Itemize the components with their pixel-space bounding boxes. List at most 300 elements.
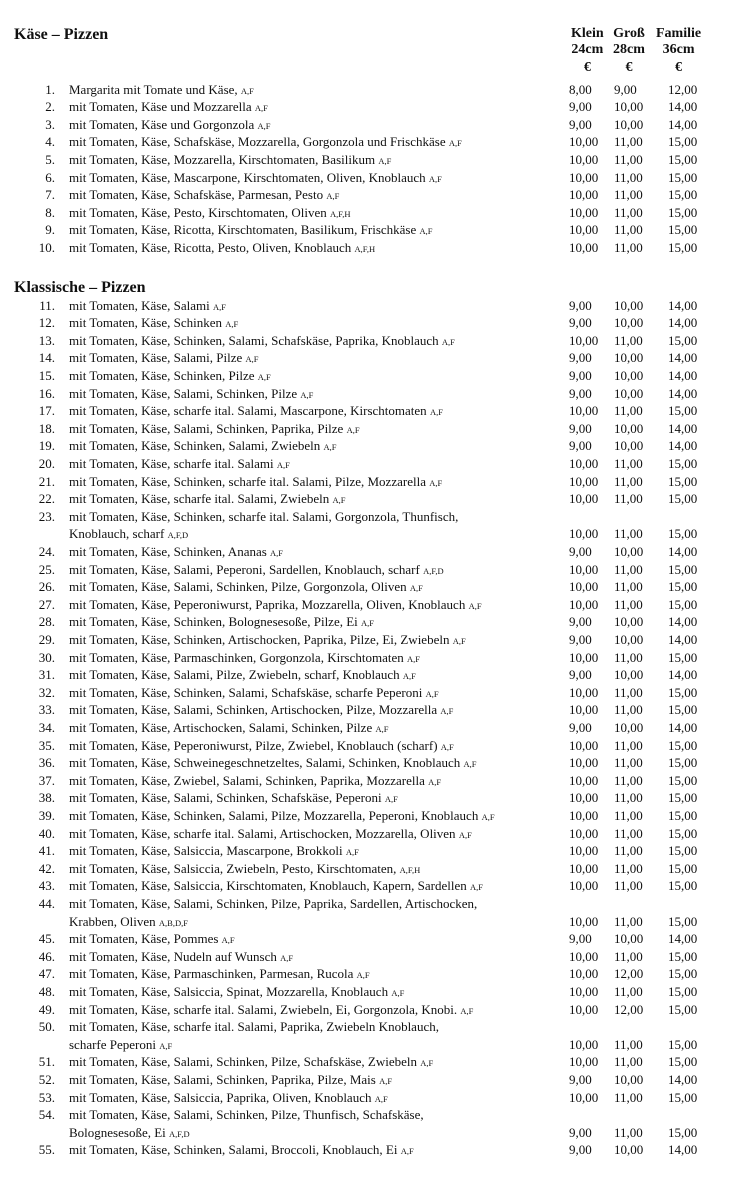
menu-item (0, 402, 743, 420)
allergen-codes: A,F,H (399, 864, 421, 875)
price-gross: 11,00 (614, 737, 643, 753)
allergen-codes: A,F (332, 495, 346, 506)
menu-item (0, 1018, 743, 1036)
menu-item (0, 297, 743, 315)
allergen-codes: A,F (470, 882, 484, 893)
item-description-text: mit Tomaten, Käse, Salsiccia, Kirschtomaten, Knoblauch, Kapern, Sardellen (69, 878, 467, 894)
price-familie: 15,00 (668, 843, 698, 859)
item-description-text: mit Tomaten, Käse, Schinken, Salami, Broccoli, Knoblauch, Ei (69, 1142, 398, 1158)
menu-item (0, 860, 743, 878)
price-gross: 11,00 (614, 702, 643, 718)
item-description-text: scharfe Peperoni (69, 1036, 156, 1052)
menu-item (0, 1106, 743, 1124)
menu-item (0, 930, 743, 948)
price-klein: 9,00 (569, 1071, 592, 1087)
price-klein: 10,00 (569, 473, 599, 489)
price-gross: 11,00 (614, 755, 643, 771)
price-gross: 10,00 (614, 99, 644, 115)
menu-item (0, 349, 743, 367)
menu-item (0, 81, 743, 99)
price-gross: 11,00 (614, 579, 643, 595)
price-klein: 9,00 (569, 420, 592, 436)
menu-item (0, 1001, 743, 1019)
allergen-codes: A,F (400, 1146, 414, 1157)
price-klein: 9,00 (569, 116, 592, 132)
price-gross: 11,00 (614, 1089, 643, 1105)
price-gross: 10,00 (614, 420, 644, 436)
allergen-codes: A,F (440, 706, 454, 717)
item-number: 17. (38, 403, 55, 419)
item-description-text: mit Tomaten, Käse, Parmaschinken, Parmesan, Rucola (69, 966, 354, 982)
column-header-familie (656, 26, 701, 76)
price-gross: 11,00 (614, 649, 643, 665)
allergen-codes: A,F,H (329, 208, 351, 219)
price-gross: 10,00 (614, 719, 644, 735)
item-number: 39. (38, 807, 55, 823)
allergen-codes: A,F,D (167, 530, 189, 541)
price-gross: 11,00 (614, 913, 643, 929)
price-gross: 11,00 (614, 526, 643, 542)
price-klein: 10,00 (569, 596, 599, 612)
price-familie: 15,00 (668, 187, 698, 203)
price-gross: 10,00 (614, 1142, 644, 1158)
price-klein: 9,00 (569, 931, 592, 947)
item-number: 24. (38, 543, 55, 559)
item-description-text: mit Tomaten, Käse, Schafskäse, Mozzarella, Gorgonzola und Frischkäse (69, 134, 446, 150)
price-familie: 15,00 (668, 790, 698, 806)
allergen-codes: A,F,D (423, 565, 444, 576)
price-familie: 15,00 (668, 948, 698, 964)
item-number: 4. (45, 134, 55, 150)
item-number: 20. (38, 455, 55, 471)
item-number: 19. (38, 438, 55, 454)
price-gross: 11,00 (614, 561, 643, 577)
item-number: 38. (38, 790, 55, 806)
item-description-text: mit Tomaten, Käse, Schinken, Artischocken, Paprika, Pilze, Ei, Zwiebeln (69, 631, 450, 647)
menu-item (0, 684, 743, 702)
item-description-text: mit Tomaten, Käse, Peperoniwurst, Paprika, Mozzarella, Oliven, Knoblauch (69, 596, 466, 612)
price-klein: 10,00 (569, 649, 599, 665)
price-klein: 9,00 (569, 614, 592, 630)
price-gross: 10,00 (614, 367, 644, 383)
menu-item (0, 186, 743, 204)
menu-item (0, 1053, 743, 1071)
menu-item (0, 239, 743, 257)
allergen-codes: A,F (245, 354, 259, 365)
price-klein: 10,00 (569, 983, 599, 999)
item-description-text: mit Tomaten, Käse, Zwiebel, Salami, Schinken, Paprika, Mozzarella (69, 772, 425, 788)
price-familie: 15,00 (668, 966, 698, 982)
price-familie: 15,00 (668, 491, 698, 507)
price-klein: 10,00 (569, 455, 599, 471)
price-gross: 11,00 (614, 1124, 643, 1140)
allergen-codes: A,F (391, 987, 405, 998)
item-number: 22. (38, 491, 55, 507)
price-gross: 11,00 (614, 187, 643, 203)
allergen-codes: A,F (326, 191, 340, 202)
allergen-codes: A,F (346, 424, 360, 435)
menu-item (0, 221, 743, 239)
menu-item (0, 204, 743, 222)
menu-item-continuation (0, 1036, 743, 1054)
column-familie-currency: € (675, 60, 683, 75)
price-klein: 10,00 (569, 948, 599, 964)
menu-item (0, 543, 743, 561)
menu-item (0, 314, 743, 332)
price-klein: 10,00 (569, 1001, 599, 1017)
price-familie: 15,00 (668, 983, 698, 999)
menu-item (0, 151, 743, 169)
price-gross: 10,00 (614, 543, 644, 559)
allergen-codes: A,F (481, 811, 495, 822)
section-title: Klassische – Pizzen (14, 279, 146, 296)
menu-item-continuation (0, 525, 743, 543)
item-description-text: mit Tomaten, Käse, Salami (69, 297, 210, 313)
price-klein: 10,00 (569, 239, 599, 255)
column-klein-label: Klein (571, 26, 604, 41)
item-number: 10. (38, 239, 55, 255)
item-number: 42. (38, 860, 55, 876)
price-familie: 14,00 (668, 543, 698, 559)
allergen-codes: A,F (440, 741, 454, 752)
menu-item (0, 332, 743, 350)
item-description (69, 508, 458, 526)
item-description-text: mit Tomaten, Käse, Schinken, Bolognesesoße, Pilze, Ei (69, 614, 358, 630)
price-familie: 15,00 (668, 684, 698, 700)
price-gross: 11,00 (614, 843, 643, 859)
allergen-codes: A,F (300, 389, 314, 400)
price-familie: 12,00 (668, 81, 698, 97)
allergen-codes: A,F (420, 1058, 434, 1069)
item-description-text: mit Tomaten, Käse, Salami, Peperoni, Sardellen, Knoblauch, scharf (69, 561, 420, 577)
price-gross: 11,00 (614, 169, 643, 185)
price-familie: 15,00 (668, 134, 698, 150)
menu-item (0, 631, 743, 649)
price-gross: 11,00 (614, 473, 643, 489)
allergen-codes: A,F (452, 635, 466, 646)
price-gross: 12,00 (614, 1001, 644, 1017)
price-gross: 10,00 (614, 116, 644, 132)
item-description-text: mit Tomaten, Käse, Salami, Schinken, Pilze, Paprika, Sardellen, Artischocken, (69, 895, 478, 911)
price-gross: 10,00 (614, 1071, 644, 1087)
price-familie: 14,00 (668, 931, 698, 947)
allergen-codes: A,F (468, 600, 482, 611)
item-number: 51. (38, 1054, 55, 1070)
price-gross: 11,00 (614, 151, 643, 167)
menu-item (0, 701, 743, 719)
price-familie: 14,00 (668, 315, 698, 331)
price-gross: 10,00 (614, 631, 644, 647)
column-gross-label: Groß (613, 26, 645, 41)
allergen-codes: A,F (225, 319, 239, 330)
menu-item (0, 1141, 743, 1159)
allergen-codes: A,F (257, 371, 271, 382)
allergen-codes: A,F (428, 776, 442, 787)
item-number: 36. (38, 755, 55, 771)
column-gross-currency: € (625, 60, 633, 75)
price-klein: 9,00 (569, 1124, 592, 1140)
price-gross: 10,00 (614, 438, 644, 454)
price-gross: 10,00 (614, 297, 644, 313)
item-number: 43. (38, 878, 55, 894)
price-familie: 15,00 (668, 1001, 698, 1017)
allergen-codes: A,F,H (354, 243, 376, 254)
item-number: 13. (38, 332, 55, 348)
item-description-text: mit Tomaten, Käse, scharfe ital. Salami, Mascarpone, Kirschtomaten (69, 403, 427, 419)
item-description (69, 1018, 439, 1036)
item-number: 52. (38, 1071, 55, 1087)
price-gross: 10,00 (614, 350, 644, 366)
menu-item (0, 437, 743, 455)
item-description-text: Knoblauch, scharf (69, 526, 165, 542)
menu-item (0, 1071, 743, 1089)
price-gross: 11,00 (614, 403, 643, 419)
menu-item (0, 133, 743, 151)
allergen-codes: A,F (463, 759, 477, 770)
item-description-text: mit Tomaten, Käse, Peperoniwurst, Pilze, Zwiebel, Knoblauch (scharf) (69, 737, 438, 753)
item-number: 6. (45, 169, 55, 185)
price-klein: 10,00 (569, 222, 599, 238)
allergen-codes: A,F (257, 120, 271, 131)
price-familie: 14,00 (668, 631, 698, 647)
price-gross: 10,00 (614, 667, 644, 683)
price-klein: 10,00 (569, 807, 599, 823)
price-familie: 14,00 (668, 99, 698, 115)
item-number: 2. (45, 99, 55, 115)
item-number: 26. (38, 579, 55, 595)
price-familie: 15,00 (668, 239, 698, 255)
item-description-text: mit Tomaten, Käse, Nudeln auf Wunsch (69, 948, 277, 964)
price-klein: 9,00 (569, 315, 592, 331)
item-description-text: mit Tomaten, Käse, Schinken, Salami, Schafskäse, scharfe Peperoni (69, 684, 423, 700)
price-familie: 15,00 (668, 860, 698, 876)
price-gross: 11,00 (614, 807, 643, 823)
allergen-codes: A,F (323, 442, 337, 453)
price-klein: 10,00 (569, 737, 599, 753)
allergen-codes: A,F (425, 688, 439, 699)
menu-item (0, 754, 743, 772)
allergen-codes: A,F (240, 85, 254, 96)
price-familie: 15,00 (668, 649, 698, 665)
item-number: 16. (38, 385, 55, 401)
price-klein: 9,00 (569, 385, 592, 401)
item-number: 7. (45, 187, 55, 203)
price-klein: 10,00 (569, 134, 599, 150)
item-number: 31. (38, 667, 55, 683)
price-familie: 15,00 (668, 1089, 698, 1105)
item-number: 50. (38, 1019, 55, 1035)
menu-item (0, 367, 743, 385)
item-description-text: mit Tomaten, Käse, Salsiccia, Paprika, Oliven, Knoblauch (69, 1089, 372, 1105)
price-klein: 9,00 (569, 719, 592, 735)
price-familie: 14,00 (668, 350, 698, 366)
item-number: 45. (38, 931, 55, 947)
column-klein-currency: € (583, 60, 591, 75)
allergen-codes: A,F (460, 1005, 474, 1016)
price-familie: 14,00 (668, 667, 698, 683)
menu-item (0, 561, 743, 579)
item-description-text: mit Tomaten, Käse, Salami, Pilze, Zwiebeln, scharf, Knoblauch (69, 667, 400, 683)
allergen-codes: A,F (159, 1040, 173, 1051)
item-number: 15. (38, 367, 55, 383)
allergen-codes: A,F (345, 847, 359, 858)
item-description-text: mit Tomaten, Käse, Salsiccia, Spinat, Mozzarella, Knoblauch (69, 983, 389, 999)
item-description-text: mit Tomaten, Käse, Salami, Schinken, Pilze, Gorgonzola, Oliven (69, 579, 407, 595)
menu-item (0, 719, 743, 737)
allergen-codes: A,F,D (169, 1128, 190, 1139)
price-familie: 15,00 (668, 878, 698, 894)
item-description-text: mit Tomaten, Käse, Schinken, Salami, Pilze, Mozzarella, Peperoni, Knoblauch (69, 807, 479, 823)
allergen-codes: A,F (280, 952, 294, 963)
price-familie: 15,00 (668, 1054, 698, 1070)
item-number: 8. (45, 204, 55, 220)
price-klein: 9,00 (569, 99, 592, 115)
item-number: 35. (38, 737, 55, 753)
allergen-codes: A,F (448, 138, 462, 149)
price-klein: 9,00 (569, 367, 592, 383)
price-gross: 11,00 (614, 491, 643, 507)
price-familie: 15,00 (668, 455, 698, 471)
allergen-codes: A,B,D,F (158, 917, 188, 928)
item-number: 1. (45, 81, 55, 97)
item-number: 32. (38, 684, 55, 700)
price-klein: 10,00 (569, 491, 599, 507)
price-klein: 10,00 (569, 755, 599, 771)
price-familie: 15,00 (668, 403, 698, 419)
item-number: 46. (38, 948, 55, 964)
price-klein: 10,00 (569, 913, 599, 929)
item-description-text: mit Tomaten, Käse, Ricotta, Pesto, Oliven, Knoblauch (69, 239, 352, 255)
price-familie: 15,00 (668, 807, 698, 823)
item-number: 40. (38, 825, 55, 841)
item-number: 28. (38, 614, 55, 630)
menu-item (0, 807, 743, 825)
menu-item (0, 877, 743, 895)
item-description-text: mit Tomaten, Käse, Salami, Schinken, Artischocken, Pilze, Mozzarella (69, 702, 438, 718)
price-familie: 14,00 (668, 385, 698, 401)
item-description-text: mit Tomaten, Käse und Gorgonzola (69, 116, 255, 132)
menu-item (0, 473, 743, 491)
price-klein: 9,00 (569, 543, 592, 559)
price-gross: 11,00 (614, 825, 643, 841)
price-familie: 14,00 (668, 438, 698, 454)
price-klein: 9,00 (569, 631, 592, 647)
item-description-text: mit Tomaten, Käse, Salsiccia, Mascarpone, Brokkoli (69, 843, 343, 859)
price-klein: 10,00 (569, 843, 599, 859)
allergen-codes: A,F (276, 459, 290, 470)
price-klein: 9,00 (569, 667, 592, 683)
price-familie: 15,00 (668, 1036, 698, 1052)
price-familie: 14,00 (668, 614, 698, 630)
price-klein: 10,00 (569, 332, 599, 348)
price-gross: 11,00 (614, 204, 643, 220)
menu-item (0, 895, 743, 913)
menu-item (0, 455, 743, 473)
price-familie: 15,00 (668, 772, 698, 788)
menu-item (0, 385, 743, 403)
item-description-text: mit Tomaten, Käse, Salami, Schinken, Pilze, Thunfisch, Schafskäse, (69, 1107, 424, 1123)
column-gross-size: 28cm (613, 42, 645, 57)
item-number: 54. (38, 1107, 55, 1123)
price-gross: 11,00 (614, 596, 643, 612)
allergen-codes: A,F (419, 226, 433, 237)
item-description-text: mit Tomaten, Käse, Schinken, Pilze (69, 367, 255, 383)
price-gross: 11,00 (614, 684, 643, 700)
price-gross: 11,00 (614, 332, 643, 348)
allergen-codes: A,F (429, 477, 443, 488)
allergen-codes: A,F (221, 935, 235, 946)
price-gross: 11,00 (614, 455, 643, 471)
price-klein: 10,00 (569, 1054, 599, 1070)
price-klein: 10,00 (569, 772, 599, 788)
item-description-text: mit Tomaten, Käse, Schinken, scharfe ital. Salami, Pilze, Mozzarella (69, 473, 426, 489)
price-klein: 10,00 (569, 860, 599, 876)
item-description-text: mit Tomaten, Käse, Ricotta, Kirschtomaten, Basilikum, Frischkäse (69, 222, 417, 238)
price-gross: 11,00 (614, 1036, 643, 1052)
price-familie: 14,00 (668, 367, 698, 383)
item-description-text: mit Tomaten, Käse, Pommes (69, 931, 219, 947)
item-description (69, 1141, 414, 1161)
allergen-codes: A,F (270, 547, 284, 558)
menu-item (0, 578, 743, 596)
price-klein: 10,00 (569, 878, 599, 894)
price-klein: 9,00 (569, 297, 592, 313)
item-number: 12. (38, 315, 55, 331)
allergen-codes: A,F (375, 723, 389, 734)
price-familie: 15,00 (668, 702, 698, 718)
item-description-text: mit Tomaten, Käse, Pesto, Kirschtomaten, Oliven (69, 204, 327, 220)
price-gross: 11,00 (614, 860, 643, 876)
price-familie: 15,00 (668, 825, 698, 841)
price-gross: 12,00 (614, 966, 644, 982)
item-description-text: mit Tomaten, Käse, Artischocken, Salami, Schinken, Pilze (69, 719, 373, 735)
menu-item (0, 842, 743, 860)
item-description-text: mit Tomaten, Käse, Mozzarella, Kirschtomaten, Basilikum (69, 151, 376, 167)
column-klein-size: 24cm (571, 42, 604, 57)
price-gross: 11,00 (614, 878, 643, 894)
item-description-text: mit Tomaten, Käse, Schinken, Salami, Zwiebeln (69, 438, 321, 454)
item-description-text: mit Tomaten, Käse, Salsiccia, Zwiebeln, Pesto, Kirschtomaten, (69, 860, 397, 876)
price-gross: 11,00 (614, 1054, 643, 1070)
item-description-text: mit Tomaten, Käse und Mozzarella (69, 99, 252, 115)
price-familie: 15,00 (668, 332, 698, 348)
menu-item (0, 490, 743, 508)
item-description-text: mit Tomaten, Käse, scharfe ital. Salami, Zwiebeln, Ei, Gorgonzola, Knobi. (69, 1001, 458, 1017)
price-klein: 9,00 (569, 1142, 592, 1158)
price-gross: 11,00 (614, 134, 643, 150)
price-familie: 15,00 (668, 596, 698, 612)
price-familie: 15,00 (668, 561, 698, 577)
price-familie: 15,00 (668, 151, 698, 167)
price-klein: 8,00 (569, 81, 592, 97)
item-number: 9. (45, 222, 55, 238)
item-description-text: Krabben, Oliven (69, 913, 156, 929)
item-number: 3. (45, 116, 55, 132)
price-familie: 15,00 (668, 1124, 698, 1140)
menu-item (0, 666, 743, 684)
item-number: 53. (38, 1089, 55, 1105)
allergen-codes: A,F (409, 583, 423, 594)
allergen-codes: A,F (406, 653, 420, 664)
price-gross: 11,00 (614, 222, 643, 238)
allergen-codes: A,F (458, 829, 472, 840)
price-familie: 14,00 (668, 297, 698, 313)
price-gross: 10,00 (614, 614, 644, 630)
price-klein: 10,00 (569, 684, 599, 700)
item-number: 55. (38, 1142, 55, 1158)
price-gross: 10,00 (614, 315, 644, 331)
item-number: 41. (38, 843, 55, 859)
